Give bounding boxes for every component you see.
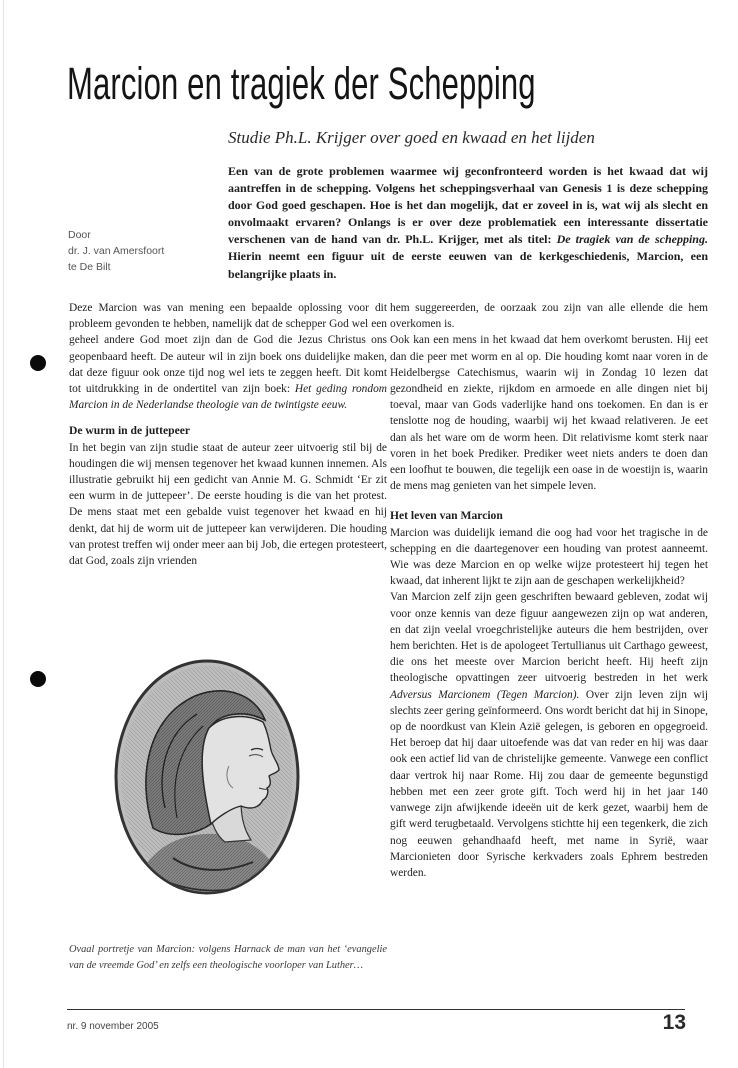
issue-label: nr. 9 november 2005: [67, 1021, 159, 1032]
work-title: Adversus Marcionem (Tegen Marcion).: [390, 688, 580, 701]
body-paragraph: Marcion was duidelijk iemand die oog had voor het tragische in de schepping en die daartegenover een houding van protest aanneemt. Wie was deze Marcion en op welke wijze protesteert hij tegen het kwaad, dat inherent lijkt te zijn aan de geschapen werkelijkheid?: [390, 526, 708, 588]
footer-rule: [67, 1009, 685, 1010]
body-paragraph: [390, 589, 708, 881]
dissertation-title: De tragiek van de schepping.: [556, 232, 708, 247]
page-edge-rule: [3, 0, 4, 1068]
figure-caption: Ovaal portretje van Marcion: volgens Harnack de man van het ‘evangelie van de vreemde God’ en zelfs een theologische voorloper van Luther…: [69, 944, 387, 971]
lead-paragraph: [228, 163, 708, 283]
body-text: Over zijn leven zijn wij slechts zeer gering geïnformeerd. Ons wordt bericht dat hij in Sinope, op de noordkust van Klein Azië gelegen, is geboren en opgegroeid. Het beroep dat hij daar uitoefende was dat van reder en hij was daar ook een actief lid van de christelijke gemeente. Vanwege een conflict daar vertrok hij naar Rome. Hij zou daar de gemeente begunstigd hebben met een zeer grote gift. Toch werd hij in het jaar 140 vanwege zijn afwijkende ideeën uit de kerk gezet, waarbij hem de gift werd terugbetaald. Vervolgens stichtte hij een tegenkerk, die zich nog eeuwen gehandhaafd heeft, met name in Syrië, waar Marcionieten door Syrische kerkvaders zoals Ephrem bestreden werden.: [390, 688, 708, 879]
article-title: Marcion en tragiek der Schepping: [67, 58, 536, 109]
column-left: [69, 300, 387, 569]
body-paragraph: hem suggereerden, de oorzaak zou zijn van alle ellende die hem overkomen is.: [390, 302, 708, 331]
author-block: [68, 227, 218, 275]
lead-text: Een van de grote problemen waarmee wij geconfronteerd worden is het kwaad dat wij aantreffen in de schepping. Volgens het scheppingsverhaal van Genesis 1 is deze schepping door God goed geschapen. Hoe is het dan mogelijk, dat er zoveel in is, wat wij als slecht en onvolmaakt ervaren? Onlangs is er over deze problematiek een interessante dissertatie verschenen van de hand van dr. Ph.L. Krijger, met als titel:: [228, 164, 708, 247]
section-heading-leven: Het leven van Marcion: [390, 509, 503, 523]
body-text: Deze Marcion was van mening een bepaalde oplossing voor dit probleem gevonden te hebben, namelijk dat de schepper God wel een geheel andere God moet zijn dan de God die Jezus Christus ons geopenbaard heeft. De auteur wil in zijn boek ons duidelijke maken, dat deze figuur ook onze tijd nog wel iets te zeggen heeft. Dit komt tot uitdrukking in de ondertitel van zijn boek:: [69, 302, 387, 396]
body-text: Van Marcion zelf zijn geen geschriften bewaard gebleven, zodat wij voor onze kennis van deze figuur aangewezen zijn op wat anderen, en dat zijn veelal vroegchristelijke auteurs die hem bestrijden, over hem berichten. Het is de apologeet Tertullianus uit Carthago geweest, die ons het meeste over Marcion bericht heeft. Hij heeft zijn theologische opvattingen zeer uitvoerig bestreden in het werk: [390, 591, 708, 685]
lead-text: Hierin neemt een figuur uit de eerste eeuwen van de kerkgeschiedenis, Marcion, een belangrijke plaats in.: [228, 249, 708, 281]
author-line: Door: [68, 229, 91, 241]
author-line: te De Bilt: [68, 261, 111, 273]
body-paragraph: Ook kan een mens in het kwaad dat hem overkomt berusten. Hij eet dan die peer met worm en al op. Die houding komt naar voren in de Heidelbergse Catechismus, waarin wij in Zondag 10 lezen dat gezondheid en ziekte, rijkdom en armoede en alle dingen niet bij toeval, maar van Gods vaderlijke hand ons toekomen. En dan is er tenslotte nog de houding, waarbij wij het kwaad relativeren. Je eet dan als het ware om de worm heen. Dit relativisme komt sterk naar voren in het boek Prediker. Prediker weet niets anders te doen dan een loofhut te bouwen, die tegelijk een oase in de woestijn is, waarin de mens mag genieten van het simpele leven.: [390, 334, 708, 493]
section-heading-wurm: De wurm in de juttepeer: [69, 424, 191, 438]
author-line: dr. J. van Amersfoort: [68, 245, 165, 257]
article-subtitle: Studie Ph.L. Krijger over goed en kwaad en het lijden: [228, 128, 595, 147]
column-right: [390, 300, 708, 881]
binder-hole-top: [30, 355, 46, 371]
body-paragraph: [69, 300, 387, 413]
body-paragraph: In het begin van zijn studie staat de auteur zeer uitvoerig stil bij de houdingen die wij mensen tegenover het kwaad kunnen innemen. Als illustratie gebruikt hij een gedicht van Annie M. G. Schmidt ‘Er zit een wurm in de juttepeer’. De eerste houding is die van het protest. De mens staat met een gebalde vuist tegenover het kwaad en hij denkt, dat hij de worm uit de juttepeer kan verwijderen. Die houding van protest treffen wij onder meer aan bij Job, die ertegen protesteert, dat God, zoals zijn vrienden: [69, 441, 387, 568]
binder-hole-bottom: [30, 671, 46, 687]
book-subtitle: Het geding rondom Marcion in de Nederlandse theologie van de twintigste eeuw.: [69, 383, 387, 412]
page-number: 13: [662, 1011, 686, 1034]
marcion-portrait-image: [113, 658, 301, 896]
